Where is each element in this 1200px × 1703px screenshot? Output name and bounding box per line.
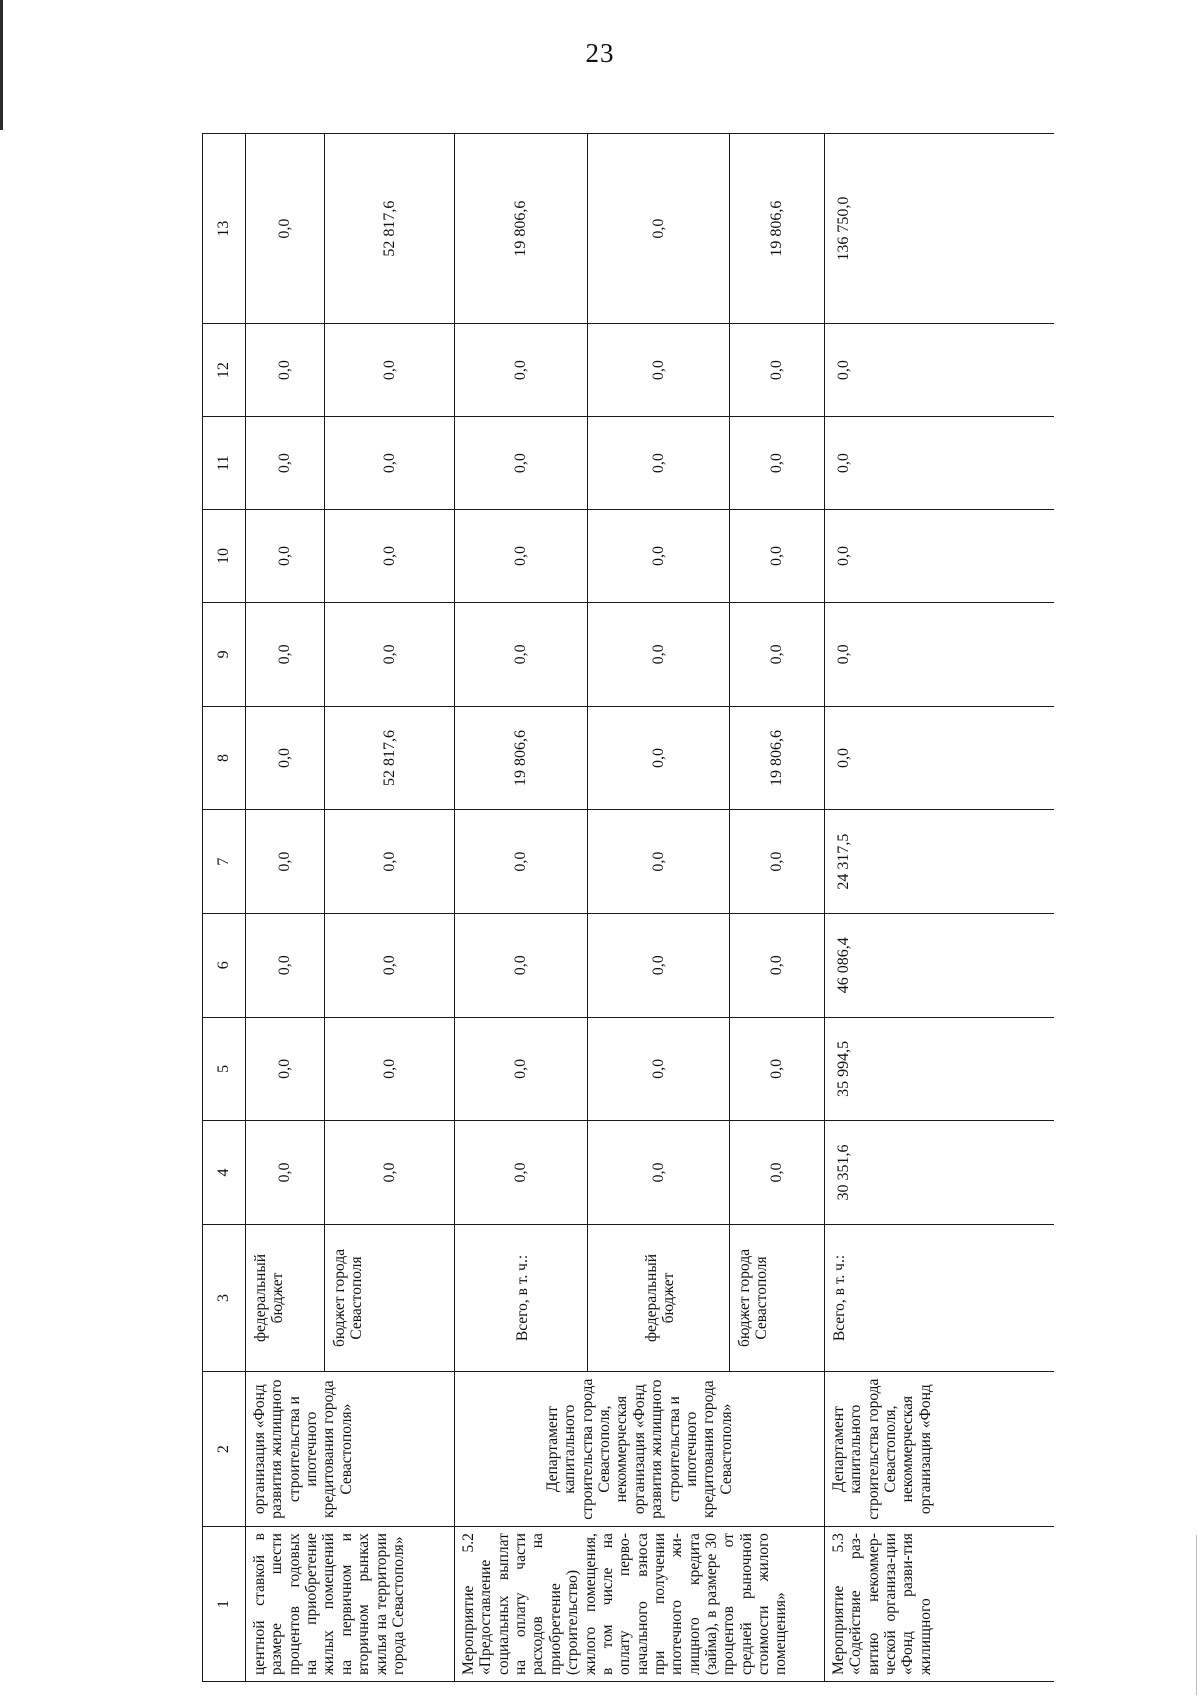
value-cell: 0,0 <box>455 913 588 1017</box>
column-number-row <box>203 134 246 1682</box>
value-cell: 0,0 <box>825 706 1054 810</box>
page-number: 23 <box>585 38 615 68</box>
value-cell: 52 817,6 <box>325 706 455 810</box>
value-cell: 0,0 <box>730 417 825 510</box>
value-cell: 0,0 <box>825 510 1054 603</box>
table-row <box>825 134 1054 1682</box>
value-cell: 0,0 <box>325 1121 455 1225</box>
column-number: 13 <box>203 134 246 324</box>
table-rotation-frame <box>202 133 1046 1682</box>
executor-cell: Департамент капитального строительства города Севастополя, некоммерческая организация «Фонд <box>825 1372 1054 1527</box>
total-cell: 52 817,6 <box>325 134 455 324</box>
value-cell: 0,0 <box>246 417 325 510</box>
value-cell: 0,0 <box>455 510 588 603</box>
total-cell: 0,0 <box>588 134 730 324</box>
value-cell: 0,0 <box>730 913 825 1017</box>
value-cell: 0,0 <box>325 603 455 707</box>
value-cell: 0,0 <box>588 510 730 603</box>
value-cell: 0,0 <box>588 417 730 510</box>
value-cell: 46 086,4 <box>825 913 1054 1017</box>
value-cell: 0,0 <box>588 810 730 914</box>
column-number: 1 <box>203 1527 246 1682</box>
value-cell: 0,0 <box>246 810 325 914</box>
value-cell: 0,0 <box>730 810 825 914</box>
total-cell: 136 750,0 <box>825 134 1054 324</box>
executor-cell: Департамент капитального строительства города Севастополя, некоммерческая организация «Фонд развития жилищного строительства и ипотечного кредитования города Севастополя» <box>455 1372 825 1527</box>
scan-edge-mark-lower <box>1196 1535 1197 1695</box>
value-cell: 0,0 <box>325 810 455 914</box>
column-number: 10 <box>203 510 246 603</box>
value-cell: 0,0 <box>588 913 730 1017</box>
value-cell: 0,0 <box>730 1017 825 1121</box>
executor-cell: организация «Фонд развития жилищного строительства и ипотечного кредитования города Севастополя» <box>246 1372 455 1527</box>
table-row <box>246 134 325 1682</box>
funding-source: бюджет города Севастополя <box>325 1224 455 1371</box>
funding-source: федеральный бюджет <box>588 1224 730 1371</box>
funding-source: Всего, в т. ч.: <box>455 1224 588 1371</box>
value-cell: 0,0 <box>455 810 588 914</box>
value-cell: 0,0 <box>730 603 825 707</box>
value-cell: 0,0 <box>325 510 455 603</box>
rotated-table-container <box>202 133 1046 1682</box>
value-cell: 0,0 <box>825 603 1054 707</box>
value-cell: 0,0 <box>455 417 588 510</box>
total-cell: 19 806,6 <box>730 134 825 324</box>
value-cell: 0,0 <box>825 417 1054 510</box>
value-cell: 0,0 <box>588 324 730 417</box>
value-cell: 19 806,6 <box>730 706 825 810</box>
financing-table <box>202 133 1054 1682</box>
column-number: 11 <box>203 417 246 510</box>
value-cell: 0,0 <box>730 324 825 417</box>
scan-edge-mark <box>0 0 3 130</box>
value-cell: 0,0 <box>588 1017 730 1121</box>
value-cell: 0,0 <box>588 706 730 810</box>
value-cell: 0,0 <box>246 913 325 1017</box>
value-cell: 0,0 <box>325 417 455 510</box>
column-number: 6 <box>203 913 246 1017</box>
table-row <box>455 134 588 1682</box>
funding-source: бюджет города Севастополя <box>730 1224 825 1371</box>
column-number: 9 <box>203 603 246 707</box>
value-cell: 0,0 <box>455 1017 588 1121</box>
value-cell: 30 351,6 <box>825 1121 1054 1225</box>
total-cell: 0,0 <box>246 134 325 324</box>
value-cell: 0,0 <box>325 1017 455 1121</box>
measure-description: Мероприятие 5.3 «Содействие раз-витию некоммер-ческой организа-ции «Фонд разви-тия жилищного <box>825 1527 1054 1682</box>
value-cell: 0,0 <box>325 913 455 1017</box>
column-number: 7 <box>203 810 246 914</box>
value-cell: 0,0 <box>246 706 325 810</box>
value-cell: 0,0 <box>246 510 325 603</box>
measure-description: Мероприятие 5.2 «Предоставление социальных выплат на оплату части расходов на приобретение (строительство) жилого помещения, в том числе на оплату перво-начального взноса при получении ипотечного жи-лищного кредита (займа), в размере 30 процентов от средней рыночной стоимости жилого помещения» <box>455 1527 825 1682</box>
column-number: 8 <box>203 706 246 810</box>
value-cell: 0,0 <box>825 324 1054 417</box>
value-cell: 0,0 <box>455 603 588 707</box>
value-cell: 19 806,6 <box>455 706 588 810</box>
column-number: 3 <box>203 1224 246 1371</box>
value-cell: 35 994,5 <box>825 1017 1054 1121</box>
measure-description: центной ставкой в размере шести процентов годовых на приобретение жилых помещений на первичном и вторичном рынках жилья на территории города Севастополя» <box>246 1527 455 1682</box>
funding-source: федеральный бюджет <box>246 1224 325 1371</box>
value-cell: 0,0 <box>588 1121 730 1225</box>
value-cell: 0,0 <box>588 603 730 707</box>
value-cell: 0,0 <box>246 1121 325 1225</box>
value-cell: 0,0 <box>246 603 325 707</box>
column-number: 2 <box>203 1372 246 1527</box>
column-number: 4 <box>203 1121 246 1225</box>
funding-source: Всего, в т. ч.: <box>825 1224 1054 1371</box>
value-cell: 0,0 <box>325 324 455 417</box>
value-cell: 0,0 <box>246 324 325 417</box>
value-cell: 24 317,5 <box>825 810 1054 914</box>
column-number: 5 <box>203 1017 246 1121</box>
value-cell: 0,0 <box>730 510 825 603</box>
value-cell: 0,0 <box>246 1017 325 1121</box>
value-cell: 0,0 <box>455 324 588 417</box>
total-cell: 19 806,6 <box>455 134 588 324</box>
value-cell: 0,0 <box>730 1121 825 1225</box>
value-cell: 0,0 <box>455 1121 588 1225</box>
column-number: 12 <box>203 324 246 417</box>
